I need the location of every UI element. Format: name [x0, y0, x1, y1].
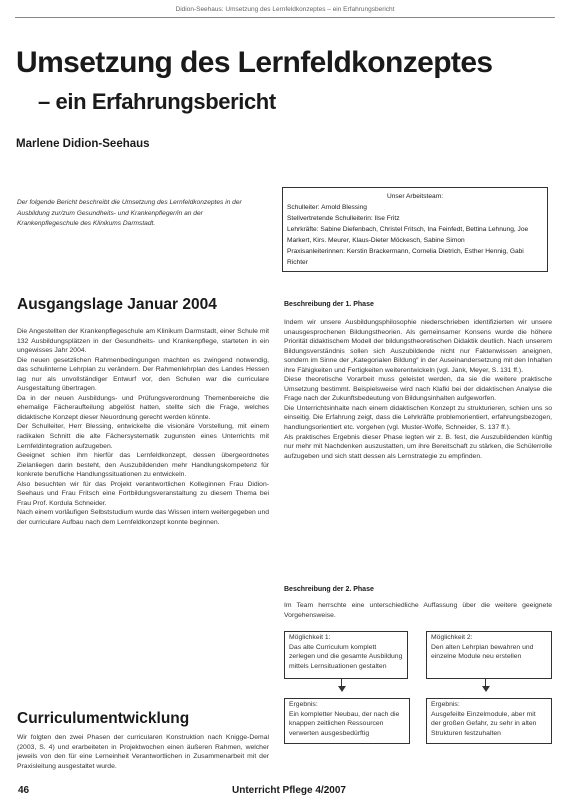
heading-phase-2: Beschreibung der 2. Phase — [284, 586, 374, 593]
result-2-label: Ergebnis: — [431, 701, 460, 708]
paragraph: Geeignet schien ihm hierfür das Lernfeldkonzept, dessen übergeordnetes Zielanliegen darin besteht, den Auszubildenden mehr Handlungskompetenz für konkrete berufliche Handlungssituationen zu entwickeln. — [17, 452, 269, 479]
result-1-label: Ergebnis: — [289, 701, 318, 708]
team-line: Praxisanleiterinnen: Kerstin Brackermann, Cornelia Dietrich, Esther Hennig, Gabi Richter — [287, 248, 524, 266]
team-box-header: Unser Arbeitsteam: — [386, 193, 444, 200]
paragraph: Die Angestellten der Krankenpflegeschule am Klinikum Darmstadt, einer Schule mit 132 Ausbildungsplätzen in der Gesundheits- und Krankenpflege, starteten in ein ungewisses Jahr 2004. — [17, 328, 269, 355]
result-2-text: Ausgefeilte Einzelmodule, aber mit der großen Gefahr, zu sehr in alten Strukturen festzuhalten — [431, 710, 537, 737]
paragraph: Nach einem vorläufigen Selbststudium wurde das Wissen intern weitergegeben und der curriculare Aufbau nach dem Lernfeldkonzept konnte beginnen. — [17, 509, 270, 526]
author: Marlene Didion-Seehaus — [16, 138, 150, 150]
option-1-box — [284, 631, 408, 679]
journal-name: Unterricht Pflege 4/2007 — [232, 785, 346, 796]
option-1-label: Möglichkeit 1: — [289, 634, 331, 641]
paragraph: Im Team herrschte eine unterschiedliche Auffassung über die weitere geeignete Vorgehensweise. — [284, 602, 552, 619]
result-1-text: Ein kompletter Neubau, der nach die knappen zeitlichen Ressourcen verwerten ausgesbedürftig — [289, 710, 400, 737]
option-2-label: Möglichkeit 2: — [431, 634, 473, 641]
right-column — [284, 318, 552, 461]
heading-ausgangslage: Ausgangslage Januar 2004 — [17, 296, 217, 313]
title-line-1: Umsetzung des Lernfeldkonzeptes — [16, 46, 493, 79]
header-rule — [15, 17, 555, 18]
team-line: Stellvertretende Schulleiterin: Ilse Fritz — [287, 215, 400, 222]
running-header: Didion-Seehaus: Umsetzung des Lernfeldkonzeptes – ein Erfahrungsbericht — [175, 6, 395, 13]
option-1-text: Das alte Curriculum komplett zerlegen und die gesamte Ausbildung mittels Lernsituationen gestalten — [289, 643, 403, 670]
paragraph: Diese theoretische Vorarbeit muss geleistet werden, da sie die weitere praktische Umsetzung bestimmt. Beispielsweise wird nach Klafki bei der didaktischen Analyse die Frage nach der Zukunftsbedeutung von Bildungsinhalten aufgeworfen. — [284, 376, 552, 403]
result-1-box — [284, 698, 410, 744]
paragraph: Indem wir unsere Ausbildungsphilosophie niederschrieben identifizierten wir unsere unausgesprochenen Bildungstheorien. Als gemeinsamer Konsens wurde die höhere Priorität didaktischem Modell der bildungstheoretischen Didaktik deutlich. Nach unserem Bildungsverständnis sollen sich Auszubildende nicht nur Faktenwissen aneignen, sondern im Sinne der „Kategorialen Bildung“ in der Auseinandersetzung mit den Inhalten ihre Fähigkeiten und Fertigkeiten weiterentwickeln (vgl. Jank, Meyer, S. 131 ff.). — [284, 319, 552, 374]
paragraph: Der Schulleiter, Herr Blessing, entwickelte die visionäre Vorstellung, mit einem radikalen Schnitt die alte Fächersystematik zugunsten eines Unterrichts mit Lernfeldintegration aufzugeben. — [17, 423, 269, 450]
intro-text: Der folgende Bericht beschreibt die Umsetzung des Lernfeldkonzeptes in der Ausbildung zur/zum Gesundheits- und Krankenpfleger/in an der Krankenpflegeschule des Klinikums Darmstadt. — [17, 199, 242, 227]
paragraph: Als praktisches Ergebnis dieser Phase legten wir z. B. fest, die Auszubildenden künftig nur mehr mit Nachdenken auszustatten, um ihre Bereitschaft zu stärken, die Schülerrolle aufzugeben und sich statt dessen als Lernstrategie zu empfinden. — [284, 433, 552, 460]
left-column — [17, 327, 269, 527]
result-2-box — [426, 698, 552, 744]
team-line: Schulleiter: Arnold Blessing — [287, 204, 367, 211]
left-column-2 — [17, 733, 269, 771]
arrow-down-icon — [482, 686, 490, 692]
page-number: 46 — [18, 785, 30, 796]
paragraph: Die neuen gesetzlichen Rahmenbedingungen machten es zwingend notwendig, das schulinterne Lehrplan zu verändern. Der Rahmenlehrplan des Landes Hessen lag nur als unvollständiger Entwurf vor, den Schulen war die curriculare Ausgestaltung übertragen. — [17, 356, 269, 393]
arrow-down-icon — [338, 686, 346, 692]
paragraph: Also besuchten wir für das Projekt verantwortlichen Kolleginnen Frau Didion-Seehaus und Frau Fritsch eine Fortbildungsveranstaltung zu diesem Thema bei Frau Prof. Kordula Schneider. — [17, 480, 269, 507]
paragraph: Da in der neuen Ausbildungs- und Prüfungsverordnung Themenbereiche die ehemalige Fächeraufteilung abgelöst hatten, stellte sich die Frage, welches didaktische Konzept dieser Neuordnung gerecht werden könnte. — [17, 394, 269, 421]
paragraph: Die Unterrichtsinhalte nach einem didaktischen Konzept zu strukturieren, schien uns so einseitig. Die Erfahrung zeigt, dass die Lehrkräfte problemorientiert, erfahrungsbezogen, handlungsorientiert etc. vorgehen (vgl. Muster-Wolfe, Schneider, S. 137 ff.). — [284, 404, 552, 432]
right-column-2 — [284, 601, 552, 620]
option-2-text: Den alten Lehrplan bewahren und einzelne Module neu erstellen — [431, 643, 534, 661]
heading-phase-1: Beschreibung der 1. Phase — [284, 301, 374, 308]
team-box — [282, 187, 548, 272]
heading-curriculumentwicklung: Curriculumentwicklung — [17, 710, 190, 727]
title-line-2: – ein Erfahrungsbericht — [38, 89, 276, 114]
team-line: Lehrkräfte: Sabine Diefenbach, Christel Fritsch, Ina Feinfedt, Bettina Lehnung, Joe Markert, Kirs. Meurer, Klaus-Dieter Möckesch, Sabine Simon — [287, 226, 529, 244]
paragraph: Wir folgten den zwei Phasen der curricularen Konstruktion nach Knigge-Demal (2003, S. 4) und erarbeiteten in Projektwochen einen äußeren Rahmen, welcher jeweils von den für eine Lerneinheit Verantwortlichen in Zusammenarbeit mit der Praxisleitung ausgestaltet wurde. — [17, 734, 269, 770]
option-2-box — [426, 631, 552, 679]
